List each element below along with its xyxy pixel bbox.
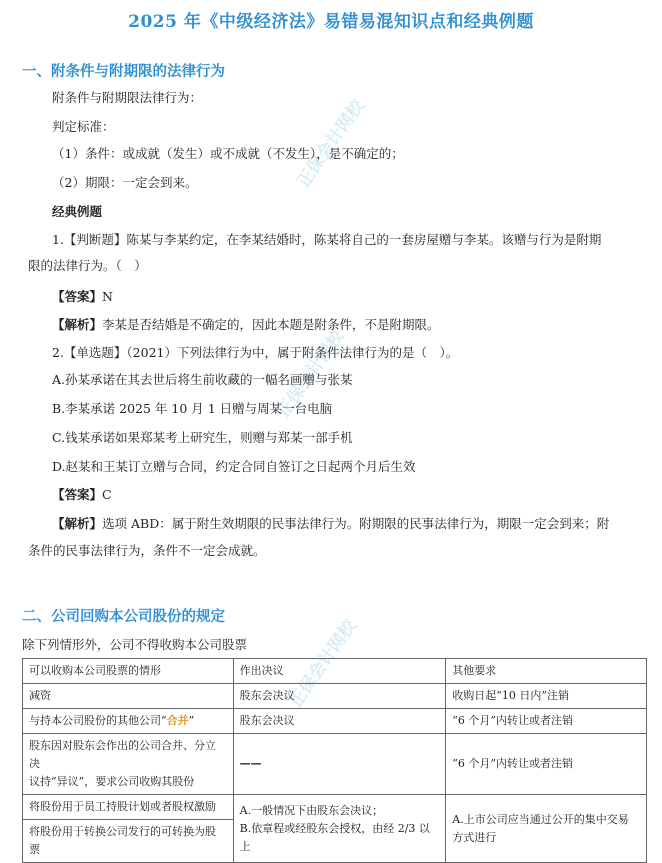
cell-text: 与持本公司股份的其他公司“: [29, 714, 167, 727]
criteria-label: 判定标准：: [52, 119, 115, 134]
table-cell: 股东会决议: [233, 684, 446, 709]
table-row: [23, 684, 647, 709]
table-cell: [446, 795, 647, 863]
q2-option-a: A.孙某承诺在其去世后将生前收藏的一幅名画赠与张某: [52, 372, 353, 387]
section2-heading: 二、公司回购本公司股份的规定: [22, 609, 225, 625]
q1-stem: 1.【判断题】陈某与李某约定，在李某结婚时，陈某将自己的一套房屋赠与李某。该赠与行为是附期: [52, 232, 602, 247]
table-cell: “6 个月”内转让或者注销: [446, 734, 647, 795]
analysis-text: 选项 ABD：属于附生效期限的民事法律行为。附期限的民事法律行为，期限一定会到来；附: [102, 516, 610, 531]
q1-stem-cont: 限的法律行为。（ ）: [28, 258, 147, 273]
section1-intro: 附条件与附期限法律行为：: [52, 90, 203, 105]
q2-answer: [52, 482, 638, 507]
table-header: 可以收购本公司股票的情形: [23, 659, 234, 684]
table-cell: [23, 734, 234, 795]
criteria-term: （2）期限：一定会到来。: [52, 175, 198, 190]
q2-option-c: C.钱某承诺如果郑某考上研究生，则赠与郑某一部手机: [52, 430, 353, 445]
q2-option-b: B.李某承诺 2025 年 10 月 1 日赠与周某一台电脑: [52, 401, 333, 416]
cell-text: ”: [188, 714, 195, 727]
table-cell: [233, 795, 446, 863]
cell-line: A.上市公司应当通过公开的集中交易: [452, 812, 629, 826]
q2-analysis: [52, 511, 638, 536]
criteria-condition: （1）条件：或成就（发生）或不成就（不发生），是不确定的；: [52, 146, 404, 161]
table-cell: 收购日起“10 日内”注销: [446, 684, 647, 709]
q1-analysis: [52, 312, 638, 337]
answer-value: C: [102, 487, 112, 502]
q2-analysis-cont: 条件的民事法律行为，条件不一定会成就。: [28, 543, 266, 558]
answer-value: N: [102, 289, 113, 304]
buyback-table: [22, 658, 647, 863]
table-header: 其他要求: [446, 659, 647, 684]
answer-tag: 【答案】: [52, 289, 103, 304]
watermark: 正保会计网校: [273, 326, 349, 422]
highlight-text: 合并: [166, 714, 189, 727]
cell-line: B.依章程或经股东会授权，由经 2/3 以上: [239, 821, 430, 853]
table-cell: 将股份用于员工持股计划或者股权激励: [23, 795, 234, 820]
table-cell: “6 个月”内转让或者注销: [446, 709, 647, 734]
page-title: 2025 年《中级经济法》易错易混知识点和经典例题: [128, 12, 534, 32]
table-row: [23, 795, 647, 820]
watermark: 正保会计网校: [293, 96, 369, 192]
analysis-text: 李某是否结婚是不确定的，因此本题是附条件，不是附期限。: [102, 317, 440, 332]
table-header-row: [23, 659, 647, 684]
section1-heading: 一、附条件与附期限的法律行为: [22, 64, 225, 80]
analysis-tag: 【解析】: [52, 317, 103, 332]
section2-intro: 除下列情形外，公司不得收购本公司股票: [22, 637, 248, 652]
watermark: 正保会计网校: [285, 616, 361, 712]
examples-label: 经典例题: [52, 204, 103, 219]
cell-line: 议持“异议”，要求公司收购其股份: [29, 775, 195, 788]
table-cell: 将股份用于转换公司发行的可转换为股票: [23, 820, 234, 863]
cell-line: A.一般情况下由股东会决议；: [239, 803, 384, 817]
cell-line: 方式进行: [452, 830, 497, 844]
q2-stem: 2.【单选题】（2021）下列法律行为中，属于附条件法律行为的是（ ）。: [52, 345, 459, 360]
table-header: 作出决议: [233, 659, 446, 684]
analysis-tag: 【解析】: [52, 516, 103, 531]
q1-answer: [52, 284, 638, 309]
table-cell: ——: [233, 734, 446, 795]
cell-line: 股东因对股东会作出的公司合并、分立决: [29, 739, 216, 770]
table-cell: [23, 709, 234, 734]
table-row: [23, 734, 647, 795]
q2-option-d: D.赵某和王某订立赠与合同，约定合同自签订之日起两个月后生效: [52, 459, 416, 474]
table-cell: 股东会决议: [233, 709, 446, 734]
table-row: [23, 709, 647, 734]
table-cell: 减资: [23, 684, 234, 709]
answer-tag: 【答案】: [52, 487, 103, 502]
